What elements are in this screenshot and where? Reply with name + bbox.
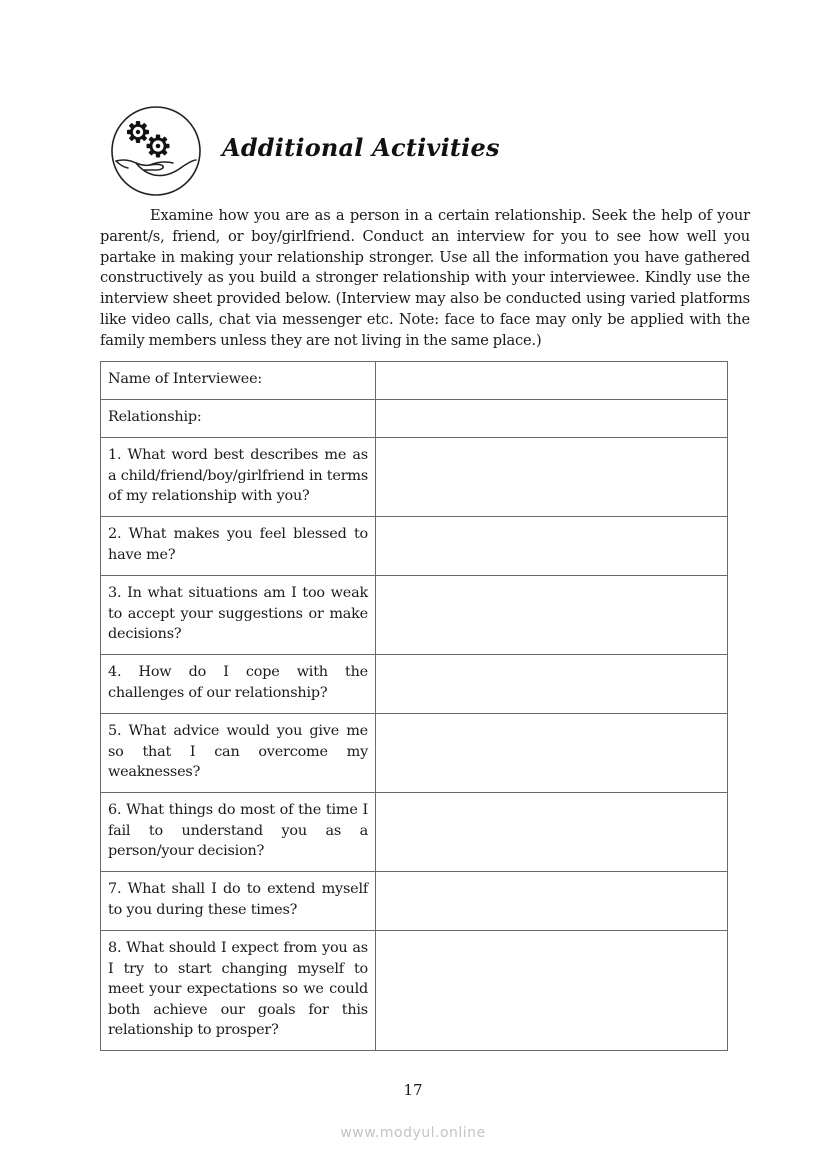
question-cell: 8. What should I expect from you as I try to start changing myself to meet your expectations so we could both achieve our goals for this relationship to prosper?: [101, 931, 376, 1051]
question-cell: Relationship:: [101, 400, 376, 438]
answer-cell[interactable]: [376, 517, 728, 576]
answer-cell[interactable]: [376, 793, 728, 872]
table-row: [101, 931, 728, 1051]
table-row: [101, 400, 728, 438]
answer-cell[interactable]: [376, 438, 728, 517]
question-cell: 1. What word best describes me as a child/friend/boy/girlfriend in terms of my relationship with you?: [101, 438, 376, 517]
question-cell: 3. In what situations am I too weak to accept your suggestions or make decisions?: [101, 576, 376, 655]
gear-icon: [147, 135, 170, 158]
question-cell: 5. What advice would you give me so that I can overcome my weaknesses?: [101, 714, 376, 793]
gear-icon: [127, 121, 149, 143]
page-number: 17: [403, 1081, 423, 1099]
hand-icon: [116, 160, 196, 176]
table-row: [101, 438, 728, 517]
answer-cell[interactable]: [376, 576, 728, 655]
table-row: [101, 517, 728, 576]
section-title: Additional Activities: [222, 133, 500, 162]
question-cell: 2. What makes you feel blessed to have me?: [101, 517, 376, 576]
watermark: www.modyul.online: [340, 1125, 486, 1141]
table-row: [101, 793, 728, 872]
instructions-paragraph: Examine how you are as a person in a certain relationship. Seek the help of your parent/s, friend, or boy/girlfriend. Conduct an interview for you to see how well you partake in making your relationship stronger. Use all the information you have gathered constructively as you build a stronger relationship with your interviewee. Kindly use the interview sheet provided below. (Interview may also be conducted using varied platforms like video calls, chat via messenger etc. Note: face to face may only be applied with the family members unless they are not living in the same place.): [100, 207, 750, 349]
gears-on-hand-icon: [110, 105, 202, 197]
question-cell: 7. What shall I do to extend myself to you during these times?: [101, 872, 376, 931]
table-row: [101, 362, 728, 400]
question-cell: 6. What things do most of the time I fail to understand you as a person/your decision?: [101, 793, 376, 872]
table-row: [101, 714, 728, 793]
table-row: [101, 576, 728, 655]
table-row: [101, 655, 728, 714]
answer-cell[interactable]: [376, 714, 728, 793]
answer-cell[interactable]: [376, 362, 728, 400]
answer-cell[interactable]: [376, 400, 728, 438]
answer-cell[interactable]: [376, 931, 728, 1051]
question-cell: 4. How do I cope with the challenges of our relationship?: [101, 655, 376, 714]
table-row: [101, 872, 728, 931]
answer-cell[interactable]: [376, 872, 728, 931]
question-cell: Name of Interviewee:: [101, 362, 376, 400]
answer-cell[interactable]: [376, 655, 728, 714]
interview-sheet-table: [100, 361, 728, 1051]
